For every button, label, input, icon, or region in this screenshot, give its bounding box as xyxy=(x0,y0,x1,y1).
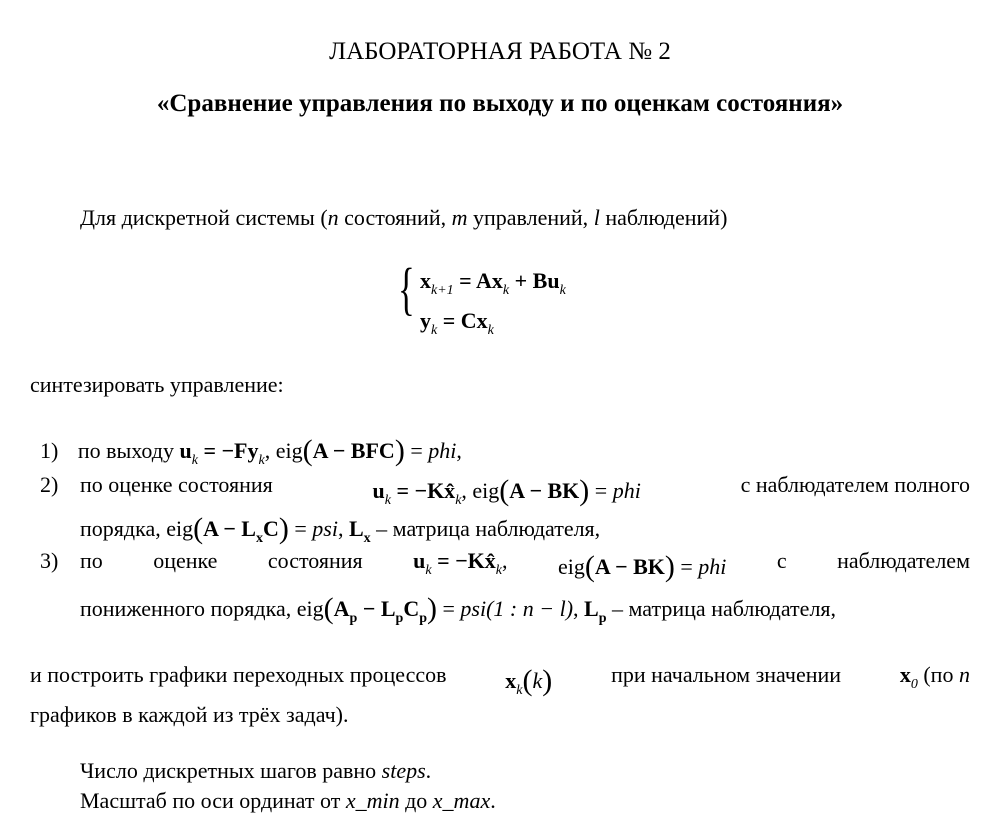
system-brace: { xyxy=(398,256,415,321)
item-2-line-1: по оценке состояния $u_k$ = $-Kx̂_k$, eig(A − BK) = phi с наблюдателем полного xyxy=(80,472,970,508)
intro-paragraph: Для дискретной системы (n состояний, m управлений, l наблюдений) xyxy=(80,205,728,230)
item-3-line-2: пониженного порядка, $eig(A_p - L_pC_p) = psi(1$ : n − l), $L_p$ – матрица наблюдателя, xyxy=(80,592,837,626)
scale-text: Масштаб по оси ординат от x_min до x_max. xyxy=(80,788,496,813)
item-3-number: 3) xyxy=(40,548,59,573)
item-1: 1) по выходу $u_k = -Fy_k$, eig(A − BFC) = phi, xyxy=(40,434,462,468)
synthesize-text: синтезировать управление: xyxy=(30,372,284,397)
plot-paragraph-line-2: графиков в каждой из трёх задач). xyxy=(30,702,349,727)
steps-text: Число дискретных шагов равно steps. xyxy=(80,758,432,783)
item-2-line-2: порядка, $eig(A - L_xC)$ = psi, $L_x$ – матрица наблюдателя, xyxy=(80,512,601,546)
plot-paragraph-line-1: и построить графики переходных процессов $x_k(k)$ при начальном значении $x_0$ (по n xyxy=(30,662,970,698)
item-2-number: 2) xyxy=(40,472,59,497)
item-3-line-1: по оценке состояния $u_k$ = $-Kx̂_k$, eig(A − BK) = phi с наблюдателем xyxy=(80,548,970,583)
system-equation-1: $x_{k+1} = Ax_k + Bu_k$ xyxy=(420,268,566,298)
page-title: ЛАБОРАТОРНАЯ РАБОТА № 2 xyxy=(329,38,671,65)
system-equation-2: $y_k = Cx_k$ xyxy=(420,308,494,338)
page-subtitle: «Сравнение управления по выходу и по оценкам состояния» xyxy=(156,90,844,117)
